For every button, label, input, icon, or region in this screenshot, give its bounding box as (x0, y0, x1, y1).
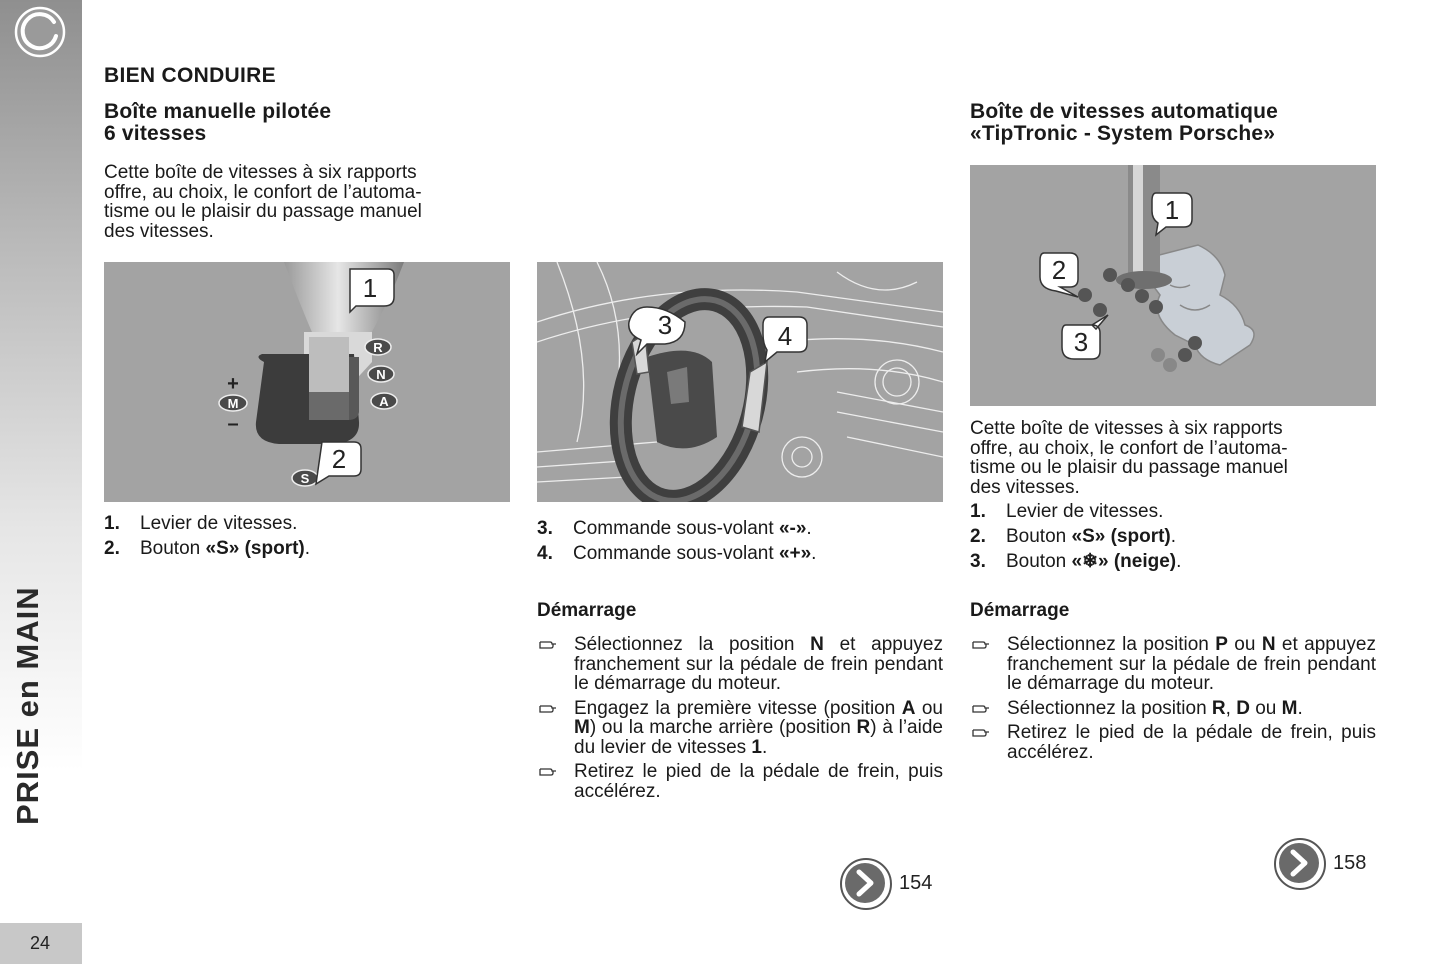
legend-item: 1. Levier de vitesses. (970, 501, 1164, 522)
list-item: Sélectionnez la position P ou N et appuyez franchement sur la pédale de frein pendant le démarrage du moteur. (970, 635, 1376, 694)
right-start-steps (970, 635, 1376, 767)
legend-item: 2. Bouton «S» (sport). (970, 526, 1177, 547)
gear-n-label: N (376, 367, 386, 382)
middle-start-steps (537, 635, 943, 806)
legend-item: 4. Commande sous-volant «+». (537, 543, 817, 564)
callout-3: 3 (657, 310, 673, 340)
callout-1: 1 (1164, 195, 1180, 225)
right-intro: Cette boîte de vitesses à six rapports offre, au choix, le confort de l’automa- tisme ou le plaisir du passage manuel des vitesses. (970, 418, 1288, 498)
callout-2: 2 (331, 444, 347, 474)
pointing-hand-icon (972, 702, 990, 714)
left-legend (104, 511, 524, 561)
chapter-logo-icon (14, 6, 66, 58)
figure-steering-wheel (537, 262, 943, 502)
callout-1: 1 (362, 273, 378, 303)
arrow-right-icon[interactable] (1273, 837, 1327, 891)
figure-gear-lever (104, 262, 510, 502)
middle-legend (537, 516, 957, 566)
gear-r-label: R (373, 340, 383, 355)
right-legend (970, 499, 1390, 574)
legend-item: 2. Bouton «S» (sport). (104, 538, 311, 559)
gear-minus-label: – (227, 413, 239, 435)
list-item: Retirez le pied de la pédale de frein, puis accélérez. (970, 723, 1376, 762)
callout-3: 3 (1073, 327, 1089, 357)
page-number: 24 (0, 923, 82, 964)
middle-start-title: Démarrage (537, 600, 637, 621)
legend-item: 3. Bouton «❄» (neige). (970, 551, 1182, 572)
list-item: Retirez le pied de la pédale de frein, puis accélérez. (537, 762, 943, 801)
pointing-hand-icon (972, 638, 990, 650)
gear-plus-label: + (227, 373, 239, 395)
chapter-title: PRISE en MAIN (10, 586, 45, 825)
pointing-hand-icon (539, 702, 557, 714)
gear-m-label: M (227, 396, 239, 411)
pointing-hand-icon (972, 726, 990, 738)
legend-item: 3. Commande sous-volant «-». (537, 518, 812, 539)
callout-4: 4 (777, 321, 793, 351)
page-reference-number[interactable]: 158 (1333, 852, 1367, 874)
legend-item: 1. Levier de vitesses. (104, 513, 298, 534)
list-item: Sélectionnez la position N et appuyez franchement sur la pédale de frein pendant le démarrage du moteur. (537, 635, 943, 694)
list-item: Engagez la première vitesse (position A ou M) ou la marche arrière (position R) à l’aide du levier de vitesses 1. (537, 699, 943, 758)
right-heading: Boîte de vitesses automatique «TipTronic - System Porsche» (970, 100, 1279, 145)
arrow-right-icon[interactable] (839, 857, 893, 911)
left-heading: Boîte manuelle pilotée 6 vitesses (104, 100, 332, 145)
page-reference-number[interactable]: 154 (899, 872, 933, 894)
section-title: BIEN CONDUIRE (104, 64, 276, 87)
sport-button-label: S (300, 471, 310, 486)
gear-a-label: A (379, 394, 389, 409)
right-start-title: Démarrage (970, 600, 1070, 621)
figure-automatic-selector (970, 165, 1376, 406)
pointing-hand-icon (539, 765, 557, 777)
sidebar (0, 0, 82, 964)
callout-2: 2 (1051, 255, 1067, 285)
list-item: Sélectionnez la position R, D ou M. (970, 699, 1376, 719)
left-intro: Cette boîte de vitesses à six rapports offre, au choix, le confort de l’automa- tisme ou le plaisir du passage manuel des vitesses. (104, 162, 422, 242)
pointing-hand-icon (539, 638, 557, 650)
